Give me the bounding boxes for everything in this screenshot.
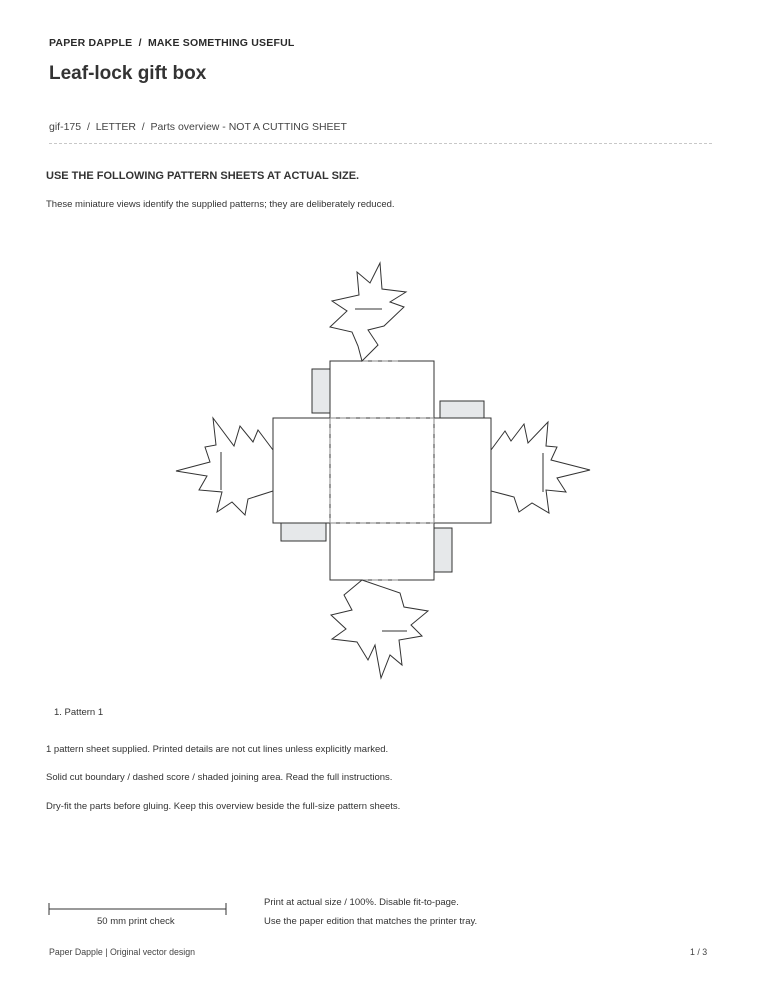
leaf-flap-bottom [331,580,428,678]
section-heading: USE THE FOLLOWING PATTERN SHEETS AT ACTUAL SIZE. [46,170,360,182]
panel-left [273,418,330,523]
brand-tagline: MAKE SOMETHING USEFUL [147,37,295,49]
panel-right [434,418,491,523]
panel-top [330,361,434,418]
glue-tab-top-left [312,369,330,413]
print-instruction: Use the paper edition that matches the printer tray. [264,916,478,927]
page-title: Leaf-lock gift box [49,63,207,84]
print-instruction: Print at actual size / 100%. Disable fit-to-page. [264,897,459,908]
panel-center [330,418,434,523]
leaf-flap-top [330,263,406,361]
box-panels [273,361,491,580]
scale-bar-label: 50 mm print check [97,916,175,927]
note-line: Dry-fit the parts before gluing. Keep this overview beside the full-size pattern sheets. [46,801,401,812]
footer-credit: Paper Dapple | Original vector design [49,947,196,957]
brand-name: PAPER DAPPLE [49,37,133,49]
note-line: Solid cut boundary / dashed score / shaded joining area. Read the full instructions. [46,772,393,783]
brand-separator: / [138,37,142,49]
glue-tab-top-right [440,401,484,418]
document-meta: gif-175 / LETTER / Parts overview - NOT A CUTTING SHEET [49,121,347,133]
page-number: 1 / 3 [690,947,708,957]
note-line: 1 pattern sheet supplied. Printed details are not cut lines unless explicitly marked. [46,744,389,755]
intro-text: These miniature views identify the supplied patterns; they are deliberately reduced. [46,199,395,210]
panel-bottom [330,523,434,580]
glue-tab-bottom-left [281,523,326,541]
print-check-scale-bar [49,903,226,915]
figure-caption: 1. Pattern 1 [54,707,104,718]
leaf-flap-right [491,422,590,513]
glue-tab-bottom-right [434,528,452,572]
leaf-flap-left [176,418,273,515]
